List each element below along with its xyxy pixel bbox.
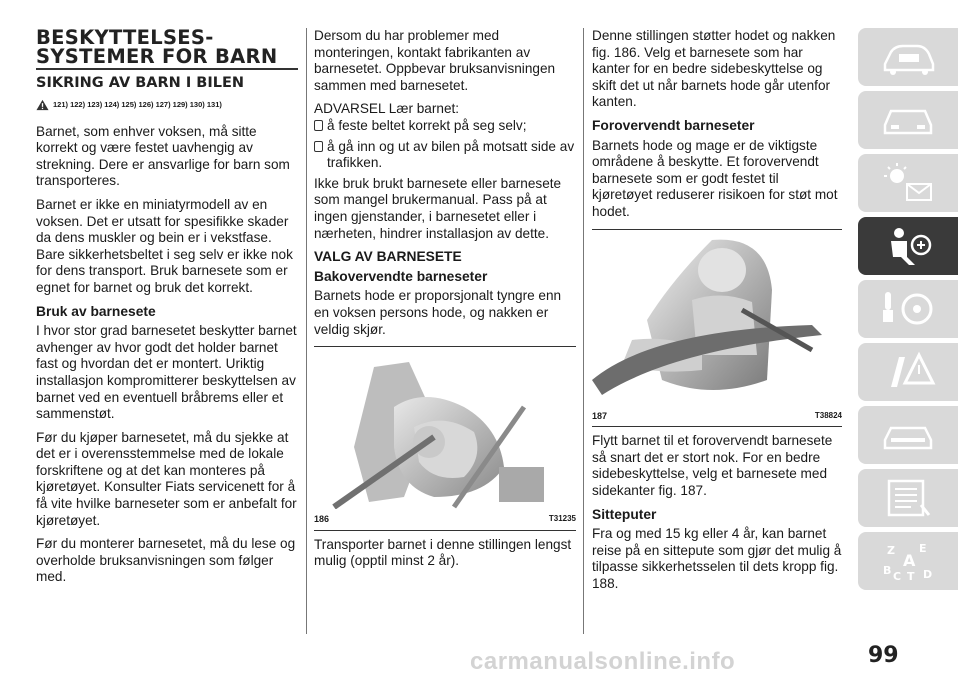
column-divider — [583, 28, 584, 634]
paragraph: Transporter barnet i denne stillingen lengst mulig (opptil minst 2 år). — [314, 536, 572, 569]
car-front-icon — [877, 97, 939, 143]
index-letters-icon — [877, 538, 939, 584]
tab-dashboard[interactable] — [858, 28, 958, 86]
paragraph: Før du monterer barnesetet, må du lese og overholde bruksanvisningen som følger med. — [36, 536, 296, 585]
heading-bakover: Bakovervendte barneseter — [314, 268, 488, 284]
paragraph: Ikke bruk brukt barnesete eller barnesete som mangel brukermanual. Pass på at ingen gjenstander, i barnesetet eller i nærheten, hindrer installasjon av dette. — [314, 175, 562, 241]
paragraph: Flytt barnet til et forovervendt barnesete så snart det er stort nok. For en bedre sidebeskyttelse, velg et barnesete med sidekanter fig. 187. — [592, 433, 833, 498]
index-letter: C — [893, 570, 902, 583]
tab-safety[interactable] — [858, 217, 958, 275]
index-letter: T — [907, 570, 915, 583]
airbag-person-icon — [877, 223, 939, 269]
heading-bruk: Bruk av barnesete — [36, 303, 156, 319]
reference-list: 121) 122) 123) 124) 125) 126) 127) 129) 130) 131) — [53, 100, 222, 109]
heading-forover: Forovervendt barneseter — [592, 117, 755, 133]
figure-caption — [592, 406, 842, 428]
tab-service[interactable] — [858, 406, 958, 464]
index-letter: B — [883, 564, 892, 577]
checkbox-bullet-icon — [314, 141, 323, 152]
page-title: BESKYTTELSES-SYSTEMER FOR BARN — [36, 26, 278, 68]
column-1 — [36, 28, 298, 593]
index-letter: A — [903, 551, 916, 570]
figure-number: 187 — [592, 410, 608, 421]
car-service-icon — [877, 412, 939, 458]
bullet-text: å gå inn og ut av bilen på motsatt side av trafikken. — [327, 138, 575, 171]
watermark: carmanualsonline.info — [470, 648, 736, 675]
warning-triangle-icon — [36, 99, 49, 111]
figure-caption — [314, 509, 576, 531]
tab-emergency[interactable] — [858, 343, 958, 401]
index-letter: D — [923, 568, 933, 581]
paragraph: Barnets hode er proporsjonalt tyngre enn en voksen persons hode, og nakken er veldig skjør. — [314, 288, 562, 337]
steering-start-icon — [877, 286, 939, 332]
title-divider — [36, 68, 298, 70]
paragraph: Før du kjøper barnesetet, må du sjekke at det er i overensstemmelse med de lokale forskriftene og at det kan monteres på kjøretøyet. Konsulter Fiats servicenett for å få vite hvilke barneseter som er anbefalt for kjøretøyet. — [36, 429, 297, 528]
warning-references — [36, 97, 298, 114]
car-dashboard-icon — [877, 34, 939, 80]
warning-intro: ADVARSEL Lær barnet: — [314, 101, 460, 117]
forward-facing-seat-illustration — [592, 230, 842, 406]
figure-code: T31235 — [548, 514, 576, 524]
paragraph: Fra og med 15 kg eller 4 år, kan barnet reise på en sittepute som gjør det mulig å tilpasse sikkerhetsselen til dets kropp fig. 188. — [592, 526, 842, 591]
paragraph: Dersom du har problemer med monteringen, kontakt fabrikanten av barnesetet. Oppbevar bruksanvisningen sammen med barnesetet. — [314, 28, 556, 93]
figure-number: 186 — [314, 514, 330, 525]
tab-specs[interactable] — [858, 469, 958, 527]
figure-187 — [592, 229, 842, 428]
heading-sitteputer: Sitteputer — [592, 506, 657, 522]
rear-facing-seat-illustration — [314, 347, 576, 509]
figure-186 — [314, 346, 576, 531]
bullet-item — [314, 118, 576, 135]
tab-lights[interactable] — [858, 154, 958, 212]
paragraph: Barnet, som enhver voksen, må sitte korrekt og være festet uavhengig av strekning. Dere er ansvarlige for barn som transporteres. — [36, 123, 290, 189]
paragraph: I hvor stor grad barnesetet beskytter barnet avhenger av hvor godt det holder barnet fast og hvordan det er montert. Uriktig installasjon kompromitterer beskyttelsen av barnet ved en eventuell bråbrems eller et sammenstøt. — [36, 323, 297, 422]
bullet-text: å feste beltet korrekt på seg selv; — [327, 117, 527, 133]
paragraph: Barnet er ikke en miniatyrmodell av en voksen. Det er utsatt for spesifikke skader da dens muskler og bein er i vekstfase. Bare sikkerhetsbeltet i seg selv er ikke nok for dens transport. Bruk barnesete som er egnet for barnet og bruk det korrekt. — [36, 196, 293, 295]
index-letter: E — [919, 542, 927, 555]
column-3 — [592, 28, 842, 599]
tab-start[interactable] — [858, 280, 958, 338]
column-2 — [314, 28, 576, 577]
chapter-tabs — [852, 28, 960, 595]
bullet-item — [314, 139, 576, 172]
paragraph: Denne stillingen støtter hodet og nakken fig. 186. Velg et barnesete som har kanter for en bedre sidebeskyttelse og skift det ut når barnets hode går utenfor kanten. — [592, 28, 836, 110]
specs-list-icon — [877, 475, 939, 521]
page-number: 99 — [868, 643, 899, 668]
road-warning-icon — [877, 349, 939, 395]
figure-code: T38824 — [814, 410, 842, 420]
index-letter: Z — [887, 544, 895, 557]
tab-car-front[interactable] — [858, 91, 958, 149]
paragraph: Barnets hode og mage er de viktigste områdene å beskytte. Et forovervendt barnesete som er godt festet til kjøretøyet reduserer risikoen for støt mot hodet. — [592, 137, 838, 219]
checkbox-bullet-icon — [314, 120, 323, 131]
lights-icon — [877, 160, 939, 206]
tab-index[interactable] — [858, 532, 958, 590]
section-subtitle: SIKRING AV BARN I BILEN — [36, 75, 245, 91]
column-divider — [306, 28, 307, 634]
heading-valg: VALG AV BARNESETE — [314, 249, 462, 265]
